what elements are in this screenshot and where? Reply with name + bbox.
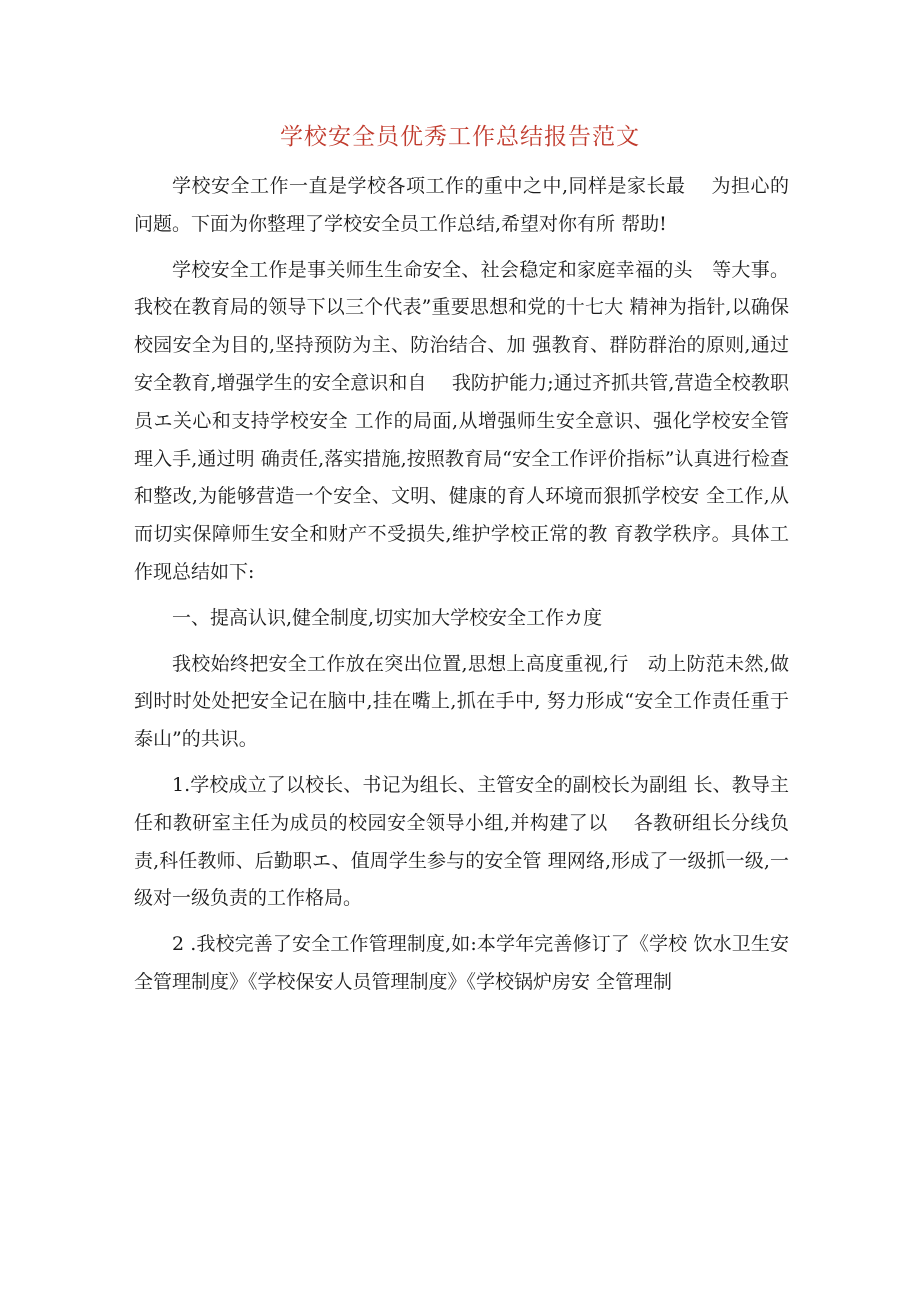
paragraph-item-1: 1.学校成立了以校长、书记为组长、主管安全的副校长为副组 长、教导主任和教研室主任为成员的校园安全领导小组,并构建了以 各教研组长分线负责,科任教师、后勤职エ、值周学生参与的安全管 理网络,形成了一级抓一级,一级对一级负责的工作格局。 [134, 773, 789, 910]
paragraph-intro: 学校安全工作一直是学校各项工作的重中之中,同样是家长最 为担心的问题。下面为你整理了学校安全员工作总结,希望对你有所 帮助! [134, 175, 789, 235]
document-title: 学校安全员优秀工作总结报告范文 [280, 124, 640, 150]
paragraph-overview: 学校安全工作是事关师生生命安全、社会稳定和家庭幸福的头 等大事。我校在教育局的领导下以三个代表”重要思想和党的十七大 精神为指针,以确保校园安全为目的,坚持预防为主、防治结合、加 强教育、群防群治的原则,通过安全教育,增强学生的安全意识和自 我防护能力;通过齐抓共管,营造全校教职员エ关心和支持学校安全 工作的局面,从增强师生安全意识、强化学校安全管理入手,通过明 确责任,落实措施,按照教育局“安全工作评价指标”认真进行检查 和整改,为能够营造一个安全、文明、健康的育人环境而狠抓学校安 全工作,从而切实保障师生安全和财产不受损失,维护学校正常的教 育教学秩序。具体工作现总结如下: [134, 258, 789, 583]
section-heading-1: 一、提高认识,健全制度,切实加大学校安全工作カ度 [172, 606, 603, 629]
document-body [134, 168, 789, 1010]
paragraph-item-2: 2 .我校完善了安全工作管理制度,如:本学年完善修订了《学校 饮水卫生安全管理制度》《学校保安人员管理制度》《学校锅炉房安 全管理制 [134, 933, 789, 993]
paragraph-section-1: 我校始终把安全工作放在突出位置,思想上高度重视,行 动上防范未然,做到时时处处把安全记在脑中,挂在嘴上,抓在手中, 努力形成“安全工作责任重于泰山”的共识。 [134, 652, 789, 751]
